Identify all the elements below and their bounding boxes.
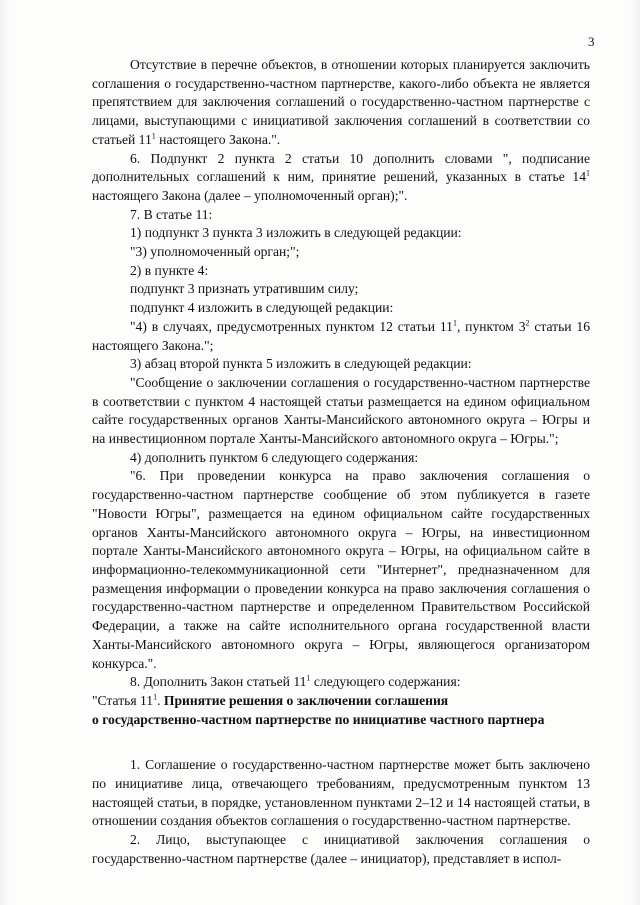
paragraph-0: Отсутствие в перечне объектов, в отношении которых планируется заключить соглашения о государственно-частном партнерстве, какого-либо объекта не является препятствием для заключения соглашений о государственно-частном партнерстве с лицами, выступающими с инициативой заключения соглашений в соответствии со статьей $11^1$ настоящего Закона.". [92, 57, 590, 147]
article-heading-bold-line1: Принятие решения о заключении соглашения [163, 692, 449, 708]
page-number: 3 [588, 34, 595, 49]
paragraph-1: 6. Подпункт 2 пункта 2 статьи 10 дополнить словами ", подписание дополнительных соглашений к ним, принятие решений, указанных в статье $14^1$ настоящего Закона (далее – уполномоченный орган);". [92, 150, 590, 203]
document-body [92, 56, 590, 869]
heading-gap [92, 729, 590, 756]
paragraph-7: подпункт 4 изложить в следующей редакции: [130, 300, 394, 316]
article-heading-line2 [92, 711, 590, 730]
article-heading-line1 [92, 692, 590, 711]
paragraph-6: подпункт 3 признать утратившим силу; [130, 281, 359, 297]
paragraph-9: 3) абзац второй пункта 5 изложить в следующей редакции: [130, 356, 472, 372]
paragraph-12: "6. При проведении конкурса на право заключения соглашения о государственно-частном партнерстве сообщение об этом публикуется в газете "Новости Югры", размещается на едином официальном сайте государственных органов Ханты-Мансийского автономного округа – Югры, на инвестиционном портале Ханты-Мансийского автономного округа – Югры, на официальном сайте в информационно-телекоммуникационной сети "Интернет", предназначенном для размещения информации о проведении конкурса на право заключения соглашения о государственно-частном партнерстве и определенном Правительством Российской Федерации, а также на сайте исполнительного органа государственной власти Ханты-Мансийского автономного округа – Югры, являющегося организатором конкурса.". [92, 468, 590, 671]
paragraphs-after [92, 756, 590, 868]
paragraph-10: "Сообщение о заключении соглашения о государственно-частном партнерстве в соответствии с пунктом 4 настоящей статьи размещается на едином официальном сайте государственных органов Ханты-Мансийского автономного округа – Югры и на инвестиционном портале Ханты-Мансийского автономного округа – Югры."; [92, 374, 590, 447]
paragraph-4: "3) уполномоченный орган;"; [130, 244, 300, 260]
scan-edge-left [0, 0, 10, 905]
paragraph-13: 8. Дополнить Закон статьей $11^1$ следующего содержания: [130, 673, 461, 690]
paragraph-11: 4) дополнить пунктом 6 следующего содержания: [130, 449, 419, 465]
paragraph-8: "4) в случаях, предусмотренных пунктом 12 статьи $11^1$, пунктом $3^2$ статьи 16 настоящего Закона."; [92, 318, 590, 353]
paragraph-after-1: 2. Лицо, выступающее с инициативой заключения соглашения о государственно-частном партнерстве (далее – инициатор), представляет в испол- [92, 832, 590, 866]
paragraph-3: 1) подпункт 3 пункта 3 изложить в следующей редакции: [130, 225, 462, 241]
paragraph-5: 2) в пункте 4: [130, 262, 209, 278]
paragraphs-before [92, 56, 590, 692]
paragraph-after-0: 1. Соглашение о государственно-частном партнерстве может быть заключено по инициативе лица, отвечающего требованиям, предусмотренным пунктом 13 настоящей статьи, в порядке, установленном пунктами 2–12 и 14 настоящей статьи, в отношении создания объектов соглашения о государственно-частном партнерстве. [92, 757, 590, 829]
scan-edge-right [630, 0, 640, 905]
article-heading-prefix: "Статья $11^1$. [92, 692, 164, 708]
article-heading-bold-line2: о государственно-частном партнерстве по инициативе частного партнера [92, 711, 545, 727]
paragraph-2: 7. В статье 11: [130, 206, 213, 222]
